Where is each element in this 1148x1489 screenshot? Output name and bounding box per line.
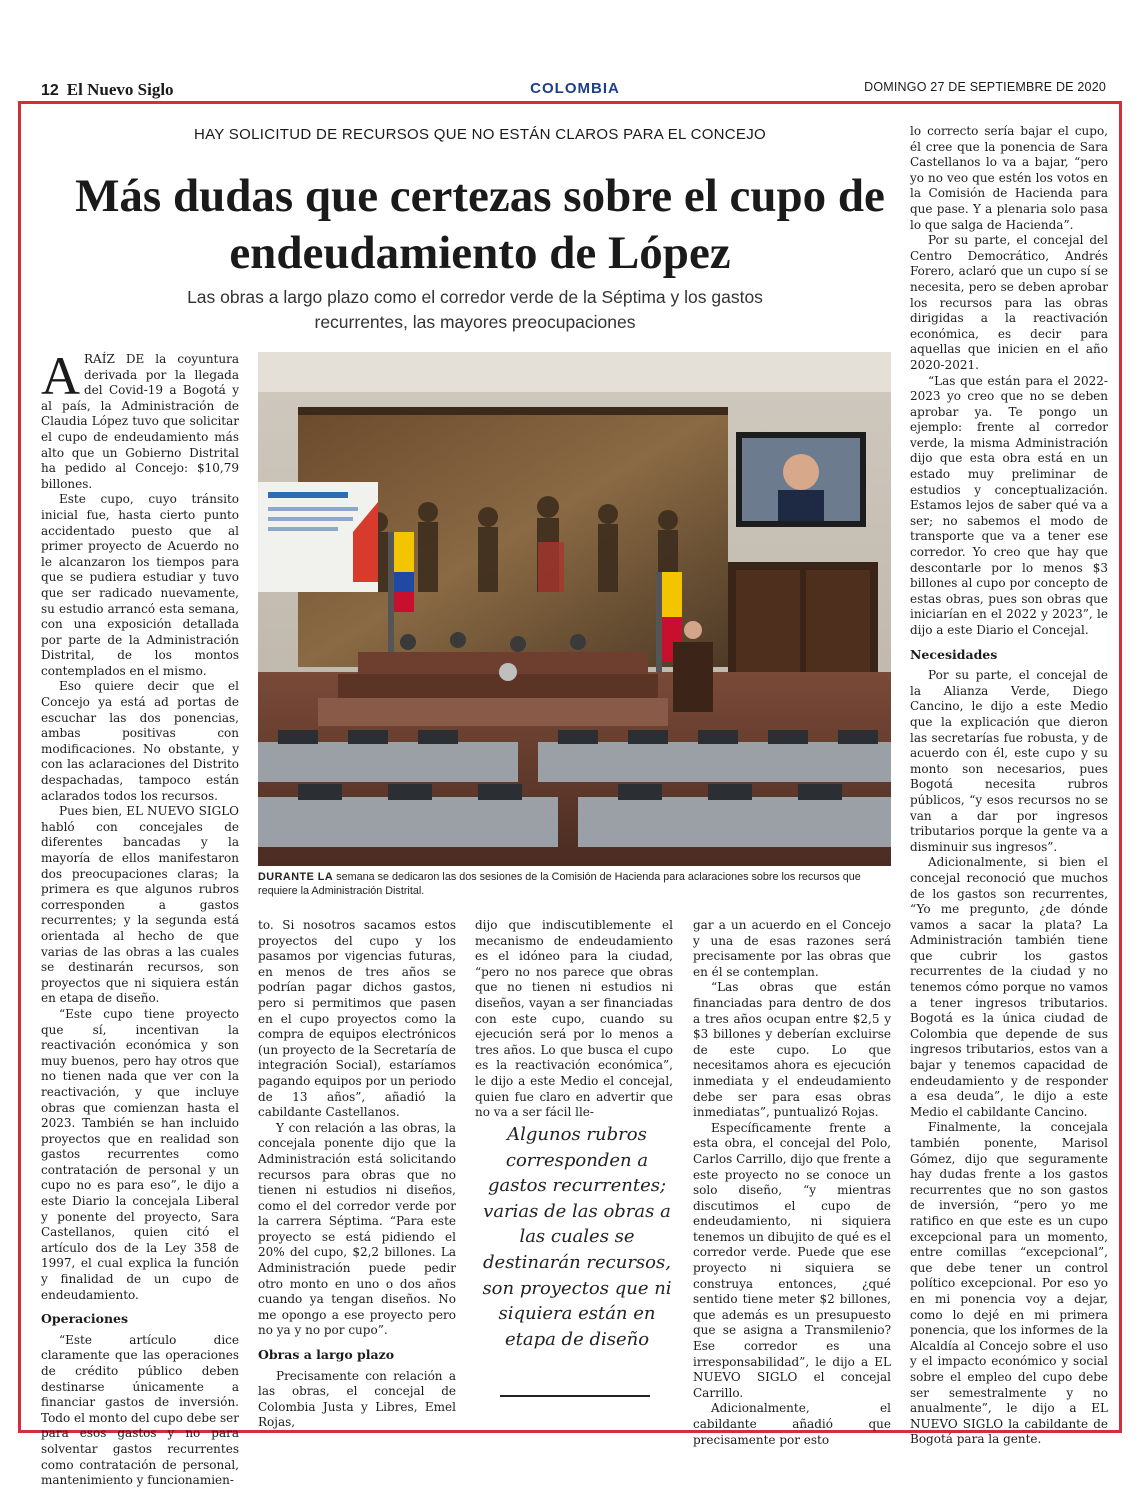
paragraph: dijo que indiscutiblemente el mecanismo de endeudamiento es el idóneo para la ciudad, “pero no nos parece que obras que no tienen ni estudios ni diseños, vayan a ser financiadas con este cupo, cuando su ejecución será por lo menos a tres años. Lo que busca el cupo es la reactivación económica”, le dijo a este Medio el concejal, quien fue claro en advertir que no va a ser fácil lle- [475,918,673,1120]
paragraph: Por su parte, el concejal del Centro Democrático, Andrés Forero, aclaró que un cupo sí se necesita, pero se deben aprobar los recursos para las obras dirigidas a la reactivación económica, es decir para aquellas que inicien en el año 2020-2021. [910,233,1108,372]
column-5 [910,124,1108,1448]
paragraph: Este cupo, cuyo tránsito inicial fue, hasta cierto punto accidentado puesto que al primer proyecto de Acuerdo no le alcanzaron los tiempos para que se pudiera estudiar y tuvo que ser radicado nuevamente, su estudio arrancó esta semana, con una exposición detallada por parte de la Administración Distrital, de los montos contemplados en el mismo. [41,492,239,678]
paragraph: Precisamente con relación a las obras, el concejal de Colombia Justa y Libres, Emel Rojas, [258,1368,456,1430]
paragraph: lo correcto sería bajar el cupo, él cree que la ponencia de Sara Castellanos lo va a bajar, “pero yo no veo que estén los votos en la Comisión de Hacienda para que pase. Y a plenaria solo pasa lo que salga de Hacienda”. [910,124,1108,232]
column-3 [475,918,673,1121]
paragraph: Eso quiere decir que el Concejo ya está ad portas de escuchar las dos ponencias, ambas positivas con modificaciones. No obstante, y con las aclaraciones del Distrito despachadas, tampoco están aclarados todos los recursos. [41,679,239,803]
column-4 [693,918,891,1448]
paragraph: Adicionalmente, si bien el concejal reconoció que muchos de los gastos son recurrentes, “Yo me pregunto, ¿de dónde vamos a sacar la plata? La Administración también tiene que cubrir los gastos recurrentes de la ciudad y no tenemos cómo porque no vamos a tener ingresos tributarios. Bogotá es la única ciudad de Colombia que depende de sus ingresos tributarios, estos van a bajar y tenemos capacidad de endeudamiento y de responder a esa deuda”, le dijo a este Medio el cabildante Cancino. [910,855,1108,1119]
issue-date: DOMINGO 27 DE SEPTIEMBRE DE 2020 [864,80,1106,94]
folio-left [41,80,174,102]
paragraph: Por su parte, el concejal de la Alianza Verde, Diego Cancino, le dijo a este Medio que la explicación que dieron las secretarías fue robusta, y de acuerdo con él, este cupo y su monto son necesarios, pues Bogotá necesita rubros públicos, “y esos recursos no se van a dar por ingresos tributarios porque la gente va a disminuir sus ingresos”. [910,668,1108,854]
subhead-necesidades: Necesidades [910,646,998,662]
subhead-obras-largo-plazo: Obras a largo plazo [258,1347,395,1363]
photo-caption [258,870,891,898]
lead-paragraph [41,346,239,492]
drop-cap: A [41,346,80,406]
pull-quote-rule [500,1395,650,1397]
article-kicker: HAY SOLICITUD DE RECURSOS QUE NO ESTÁN CLAROS PARA EL CONCEJO [193,126,767,143]
paragraph: “Este cupo tiene proyecto que sí, incentivan la reactivación económica y son muy buenos, pero hay otros que no tienen nada que ver con la reactivación, y que incluye obras que comienzan hasta el 2023. También se han incluido proyectos que en realidad son gastos recurrentes como contratación de personal y un cupo no es para eso”, le dijo a este Diario la concejala Liberal y ponente del proyecto, Sara Castellanos, quien citó el artículo dos de la Ley 358 de 1997, el cual explica la función y finalidad de un cupo de endeudamiento. [41,1006,239,1302]
article-headline: Más dudas que certezas sobre el cupo de endeudamiento de López [75,170,885,279]
paragraph: to. Si nosotros sacamos estos proyectos del cupo y los pasamos por vigencias futuras, en menos de tres años se podrían pagar dichos gastos, pero si permitimos que pasen en el cupo proyectos como la compra de equipos electrónicos (un proyecto de la Secretaría de integración Social), estaríamos pagando equipos por un periodo de 13 años”, añadió la cabildante Castellanos. [258,918,456,1120]
paper-name: El Nuevo Siglo [66,80,174,99]
council-chamber-image [258,352,891,866]
paragraph: Y con relación a las obras, la concejala ponente dijo que la Administración está solicitando recursos para obras que no tienen ni estudios ni diseños, como el del corredor verde por la carrera Séptima. “Para este proyecto se está pidiendo el 20% del cupo, $2,2 billones. La Administración puede pedir otro monto en uno o dos años cuando ya tengan diseños. No me opongo a ese proyecto pero no ya y no por cupo”. [258,1120,456,1338]
pull-quote: Algunos rubros corresponden a gastos recurrentes; varias de las obras a las cuales se destinarán recursos, son proyectos que ni siquiera están en etapa de diseño [482,1124,672,1350]
column-2 [258,918,456,1431]
article-deck: Las obras a largo plazo como el corredor verde de la Séptima y los gastos recurrentes, las mayores preocupaciones [187,287,763,332]
paragraph: “Este artículo dice claramente que las operaciones de crédito público deben destinarse únicamente a financiar gastos de inversión. Todo el monto del cupo debe ser para esos gastos y no para solventar gastos recurrentes como contratación de personal, mantenimiento y funcionamien- [41,1332,239,1488]
section-name: COLOMBIA [530,80,620,97]
paragraph: Finalmente, la concejala también ponente, Marisol Gómez, dijo que seguramente hay dudas frente a los gastos recurrentes que no son gastos de inversión, “pero yo me ratifico en que este es un cupo excepcional para un momento, entre comillas “excepcional”, que debe tener un control político excepcional. Por eso yo en mi ponencia voy a dejar, como lo dejé en mi primera ponencia, que los informes de la Alcaldía al Concejo sobre el uso y el impacto económico y social sobre el empleo del cupo debe ser semestralmente y no anualmente”, le dijo a EL NUEVO SIGLO la cabildante de Bogotá para la gente. [910,1120,1108,1447]
session-photo [258,352,891,866]
caption-text: semana se dedicaron las dos sesiones de la Comisión de Hacienda para aclaraciones sobre los recursos que requiere la Administración Distrital. [258,871,861,897]
paragraph: “Las obras que están financiadas para dentro de dos a tres años ocupan entre $2,5 y $3 billones y deberían excluirse de este cupo. Lo que necesitamos ahora es ejecución inmediata y el endeudamiento debe ser para esas obras inmediatas”, puntualizó Rojas. [693,980,891,1120]
paragraph: Pues bien, EL NUEVO SIGLO habló con concejales de diferentes bancadas y la mayoría de ellos manifestaron dos preocupaciones claras; la primera es que algunos rubros corresponden a gastos recurrentes; y la segunda está orientada al hecho de que varias de las obras a las cuales se destinarán recursos, son proyectos que ni siquiera están en etapa de diseño. [41,804,239,1006]
subhead-operaciones: Operaciones [41,1311,129,1327]
page-number: 12 [41,82,59,99]
caption-label: DURANTE LA [258,871,334,883]
paragraph: “Las que están para el 2022-2023 yo creo que no se deben aprobar ya. Te pongo un ejemplo: frente al corredor verde, la misma Administración dijo que esta obra está en un estado muy preliminar de estudios y conceptualización. Estamos lejos de saber qué va a ser; no sabemos el modo de transporte que va a tener ese corredor. Yo creo que hay que descontarle por lo menos $3 billones al cupo por concepto de estas obras, pues son obras que iniciarían en el 2022 y 2023”, le dijo a este Diario el Concejal. [910,373,1108,637]
paragraph: Adicionalmente, el cabildante añadió que precisamente por esto [693,1401,891,1447]
column-1 [41,346,239,1489]
lead-text: la coyuntura derivada por la llegada del Covid-19 a Bogotá y al país, la Administración de Claudia López tuvo que solicitar el cupo de endeudamiento más alto que un Gobierno Distrital ha pedido al Concejo: $10,79 billones. [41,352,239,491]
paragraph: Específicamente frente a esta obra, el concejal del Polo, Carlos Carrillo, dijo que frente a este proyecto no se conoce un solo diseño, “y mientras discutimos el cupo de endeudamiento, ni siquiera tenemos un dibujito de qué es el corredor verde. Puede que ese proyecto ni siquiera se construya entonces, ¿qué sentido tiene meter $2 billones, que además es un presupuesto que se asigna a Transmilenio? Ese corredor es una irresponsabilidad”, le dijo a EL NUEVO SIGLO el concejal Carrillo. [693,1120,891,1400]
lead-smallcaps: RAÍZ DE [84,352,145,366]
paragraph: gar a un acuerdo en el Concejo y una de esas razones será precisamente por las obras que en él se contemplan. [693,918,891,979]
